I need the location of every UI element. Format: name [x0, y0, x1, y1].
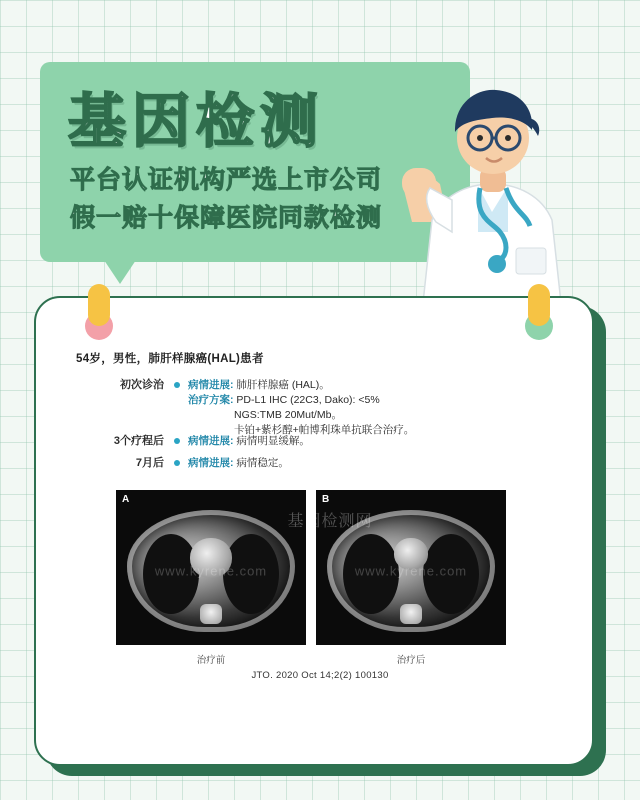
- bullet-icon: [172, 456, 181, 466]
- ct-scan-before: [116, 490, 306, 645]
- pin-left-icon: [88, 284, 110, 326]
- ct-caption-after: 治疗后: [396, 655, 426, 666]
- ct-label-a: A: [122, 494, 130, 505]
- case-line-value: NGS:TMB 20Mut/Mb。: [234, 409, 342, 421]
- case-line-value: 病情稳定。: [236, 457, 289, 469]
- case-line-value: 病情明显缓解。: [236, 435, 310, 447]
- case-line-key: 病情进展:: [188, 379, 234, 391]
- watermark-text: www.kyrene.com: [154, 563, 268, 579]
- case-row-body: [181, 456, 289, 471]
- case-row-label: 初次诊治: [120, 379, 164, 391]
- case-line-key: 治疗方案:: [188, 394, 234, 406]
- case-row-label: 7月后: [135, 457, 164, 469]
- ct-label-b: B: [322, 494, 330, 505]
- doctor-illustration: [396, 72, 636, 312]
- case-line-value: PD-L1 IHC (22C3, Dako): <5%: [236, 394, 380, 406]
- case-row-body: [181, 434, 310, 449]
- ct-caption-before: 治疗前: [196, 655, 226, 666]
- header-subtitle-line2: 假一赔十保障医院同款检测: [70, 204, 383, 232]
- case-row: [90, 456, 289, 471]
- bullet-icon: [172, 434, 181, 444]
- bullet-icon: [172, 378, 181, 388]
- case-headline: 54岁，男性，肺肝样腺癌(HAL)患者: [76, 353, 264, 365]
- case-row-label: 3个疗程后: [113, 435, 164, 447]
- ct-scan-after: [316, 490, 506, 645]
- case-row: [90, 434, 310, 449]
- case-line-key: 病情进展:: [188, 435, 234, 447]
- case-row: [90, 378, 414, 438]
- case-line-value: 卡铂+紫杉醇+帕博利珠单抗联合治疗。: [234, 424, 415, 436]
- watermark-text: www.kyrene.com: [354, 563, 468, 579]
- source-citation: JTO. 2020 Oct 14;2(2) 100130: [251, 670, 389, 681]
- case-line-key: 病情进展:: [188, 457, 234, 469]
- page-title: 基因检测: [68, 89, 325, 154]
- header-subtitle-line1: 平台认证机构严选上市公司: [70, 166, 383, 194]
- center-watermark: 基因检测网: [287, 513, 373, 530]
- case-row-body: [181, 378, 414, 438]
- case-line-value: 肺肝样腺癌 (HAL)。: [236, 379, 330, 391]
- pin-right-icon: [528, 284, 550, 326]
